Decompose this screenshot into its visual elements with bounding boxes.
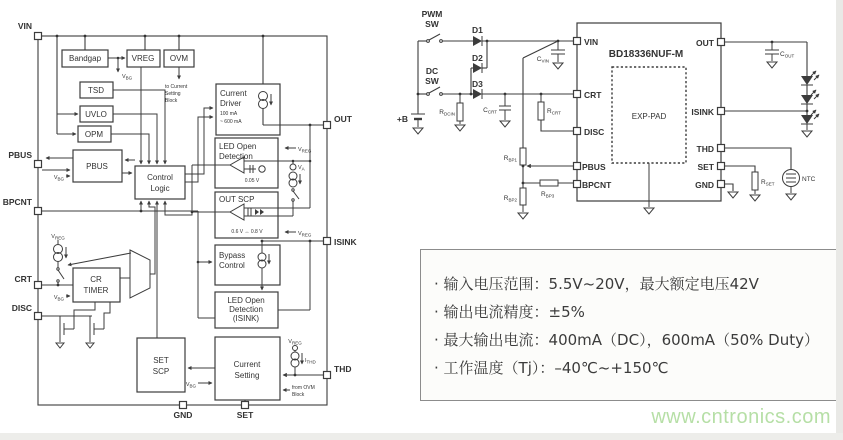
svg-text:RDCIN: $R_{DCIN}$ [439,109,455,117]
chip-pin-thd [718,145,725,152]
pwm-switch-icon [427,34,443,42]
note-to-current-setting [165,84,188,104]
battery-label: +B [396,114,408,124]
svg-text:RBP3: $R_{BP3}$ [541,191,555,199]
block-led-open-detection-isink [215,292,278,328]
block-uvlo [80,106,113,122]
svg-text:PBUS: PBUS [86,162,108,171]
pin-isink [324,238,331,245]
block-tsd [80,82,113,98]
dc-sw-label: DC [425,66,439,76]
spec-line-temperature: · 工作温度（Tj）：–40℃~+150℃ [434,359,669,377]
led-icon [801,90,819,104]
block-pbus [73,150,122,182]
resistor-rbp3 [523,180,577,199]
block-diagram [3,21,358,420]
ithd-signal-label: $I_{THD}$ [305,358,316,365]
ground-icon [86,343,94,348]
svg-text:D1: D1 [472,25,483,35]
block-bypass-control [215,245,280,285]
svg-text:SCP: SCP [152,367,170,376]
svg-text:OUT SCP: OUT SCP [219,195,255,204]
va-signal-label: $V_A$ [298,165,305,172]
discharge-fet [86,316,104,348]
svg-text:CVIN: $C_{VIN}$ [536,56,549,64]
block-current-driver [216,84,280,135]
chip-pin-label-vin: VIN [584,37,599,47]
block-out-scp [215,192,278,238]
watermark: www.cntronics.com [651,406,831,428]
pin-label-bpcnt: BPCNT [2,197,32,207]
svg-text:Block: Block [165,98,178,104]
svg-text:COUT: $C_{OUT}$ [780,51,795,59]
chip-pin-disc [574,128,581,135]
application-circuit [397,9,819,219]
led-icon [801,110,819,124]
svg-text:from OVM: from OVM [292,385,315,391]
block-cr-timer [73,268,120,302]
resistor-rset [752,172,775,190]
block-opm [78,126,111,142]
spec-line-current-accuracy: · 输出电流精度：±5% [434,303,585,321]
capacitor-ccrt [483,94,511,127]
block-vreg [127,50,160,67]
ground-icon [413,128,423,134]
ground-icon [56,343,64,348]
ground-icon [802,131,812,137]
svg-text:TIMER: TIMER [83,286,109,295]
pin-label-set: SET [236,410,254,420]
ground-icon [500,121,510,127]
vreg-label: VREG [131,54,155,63]
ground-icon [455,125,465,131]
ntc-label: NTC [802,176,816,183]
pin-label-crt: CRT [14,274,32,284]
pin-label-gnd: GND [173,410,193,420]
chip-pin-label-thd: THD [696,144,714,154]
chip-pin-label-pbus: PBUS [582,162,606,172]
svg-text:CCRT: $C_{CRT}$ [483,107,497,115]
svg-text:~ 600 mA: ~ 600 mA [220,119,242,125]
led-open-threshold: 0.05 V [244,178,260,184]
svg-text:Bypass: Bypass [219,251,246,260]
chip-pin-label-isink: ISINK [691,107,714,117]
capacitor-cvin [537,41,565,69]
block-control-logic [135,166,185,199]
svg-text:UVLO: UVLO [85,110,107,119]
resistor-rdcin [439,94,465,131]
svg-text:CR: CR [90,275,102,284]
pin-label-out: OUT [334,114,352,124]
thd-bias-source [288,339,316,375]
vreg-signal-label: $V_{REG}$ [51,234,65,241]
svg-text:SET: SET [153,356,169,365]
chip-pin-bpcnt [574,181,581,188]
block-bandgap [62,50,108,67]
vreg-signal-label: $V_{REG}$ [288,339,302,346]
chip-pin-label-bpcnt: BPCNT [582,180,612,190]
svg-text:Current: Current [220,89,247,98]
spec-box [420,249,837,401]
svg-text:Current: Current [233,360,261,369]
chip-pin-label-gnd: GND [695,180,714,190]
exp-pad-label: EXP-PAD [631,112,667,121]
pin-crt [35,282,42,289]
dc-switch-icon [427,87,443,95]
svg-text:Setting: Setting [234,371,260,380]
chip-pin-label-set: SET [697,162,714,172]
block-ovm [164,50,194,67]
pin-gnd [180,402,187,409]
dc-sw-label: SW [425,76,439,86]
vreg-signal-label: $V_{REG}$ [298,231,312,238]
mux-icon [130,250,150,298]
note-from-ovm [292,385,315,398]
pwm-sw-label: SW [425,19,439,29]
svg-text:RBP2: $R_{BP2}$ [503,195,517,203]
resistor-rbp1 [504,148,526,165]
pin-vin [35,33,42,40]
vbg-signal-label: $V_{BG}$ [53,295,64,302]
pwm-sw-label: PWM [421,9,443,19]
svg-text:Detection: Detection [219,152,253,161]
discharge-fet [56,316,74,348]
capacitor-cout [765,42,794,68]
svg-text:D3: D3 [472,79,483,89]
svg-text:LED Open: LED Open [227,296,265,305]
pin-label-disc: DISC [11,303,32,313]
svg-text:TSD: TSD [88,86,104,95]
resistor-rbp2 [504,188,526,205]
chip-pin-out [718,39,725,46]
svg-text:Setting: Setting [165,91,181,97]
pin-label-thd: THD [334,364,352,374]
chip-name: BD18336NUF-M [608,49,684,60]
pin-pbus [35,161,42,168]
svg-text:RBP1: $R_{BP1}$ [503,155,517,163]
vbg-signal-label: $V_{BG}$ [122,74,133,81]
block-set-scp [137,338,185,392]
chip-pin-pbus [574,163,581,170]
out-scp-threshold: 0.6 V ↔ 0.8 V [231,229,263,235]
pin-label-isink: ISINK [334,237,357,247]
spec-line-max-current: · 最大输出电流：400mA（DC），600mA（50% Duty） [434,331,819,349]
chip-pin-gnd [718,181,725,188]
spec-line-input-voltage: · 输入电压范围：5.5V~20V，最大额定电压42V [434,275,759,293]
diode-d1 [472,25,483,46]
ground-icon [553,63,563,69]
chip-pin-vin [574,38,581,45]
svg-text:D2: D2 [472,53,483,63]
battery-icon [411,112,425,134]
svg-text:Logic: Logic [150,184,170,193]
bandgap-label: Bandgap [68,54,102,63]
chip-pin-isink [718,108,725,115]
chip-pin-set [718,163,725,170]
resistor-rcrt [538,94,577,131]
svg-text:RCRT: $R_{CRT}$ [547,108,561,116]
svg-text:LED Open: LED Open [219,142,257,151]
diode-d3 [472,79,483,99]
crt-charge-source [51,234,66,285]
svg-text:Control: Control [219,261,245,270]
pin-label-vin: VIN [17,21,32,31]
pin-bpcnt [35,208,42,215]
ovm-label: OVM [169,54,189,63]
ground-icon [728,192,738,198]
vbg-signal-label: $V_{BG}$ [53,175,64,182]
svg-text:Control: Control [147,173,173,182]
vreg-signal-label: $V_{REG}$ [298,147,312,154]
vbg-signal-label: $V_{BG}$ [185,382,196,389]
chip-pin-crt [574,91,581,98]
pin-label-pbus: PBUS [8,150,32,160]
ntc-thermistor-icon [783,170,816,187]
pin-thd [324,372,331,379]
svg-text:Detection: Detection [229,305,263,314]
pin-set [242,402,249,409]
chip-pin-label-disc: DISC [584,127,605,137]
led-icon [801,71,819,85]
svg-text:(ISINK): (ISINK) [232,314,260,323]
ground-icon [786,194,796,200]
ground-icon [518,213,528,219]
photo-edge-bottom [0,433,843,440]
svg-text:to Current: to Current [165,84,188,90]
ground-icon [644,208,654,214]
pin-out [324,122,331,129]
svg-text:100 mA: 100 mA [220,111,238,117]
block-current-setting [215,337,280,400]
svg-text:OPM: OPM [84,130,104,139]
photo-edge-right [836,0,843,440]
diode-d2 [472,53,483,73]
svg-text:Block: Block [292,392,305,398]
chip-pin-label-out: OUT [696,38,714,48]
ground-icon [767,62,777,68]
svg-text:RSET: $R_{SET}$ [761,179,775,187]
svg-text:Driver: Driver [220,99,242,108]
ground-icon [750,195,760,201]
chip-pin-label-crt: CRT [584,90,602,100]
pin-disc [35,313,42,320]
